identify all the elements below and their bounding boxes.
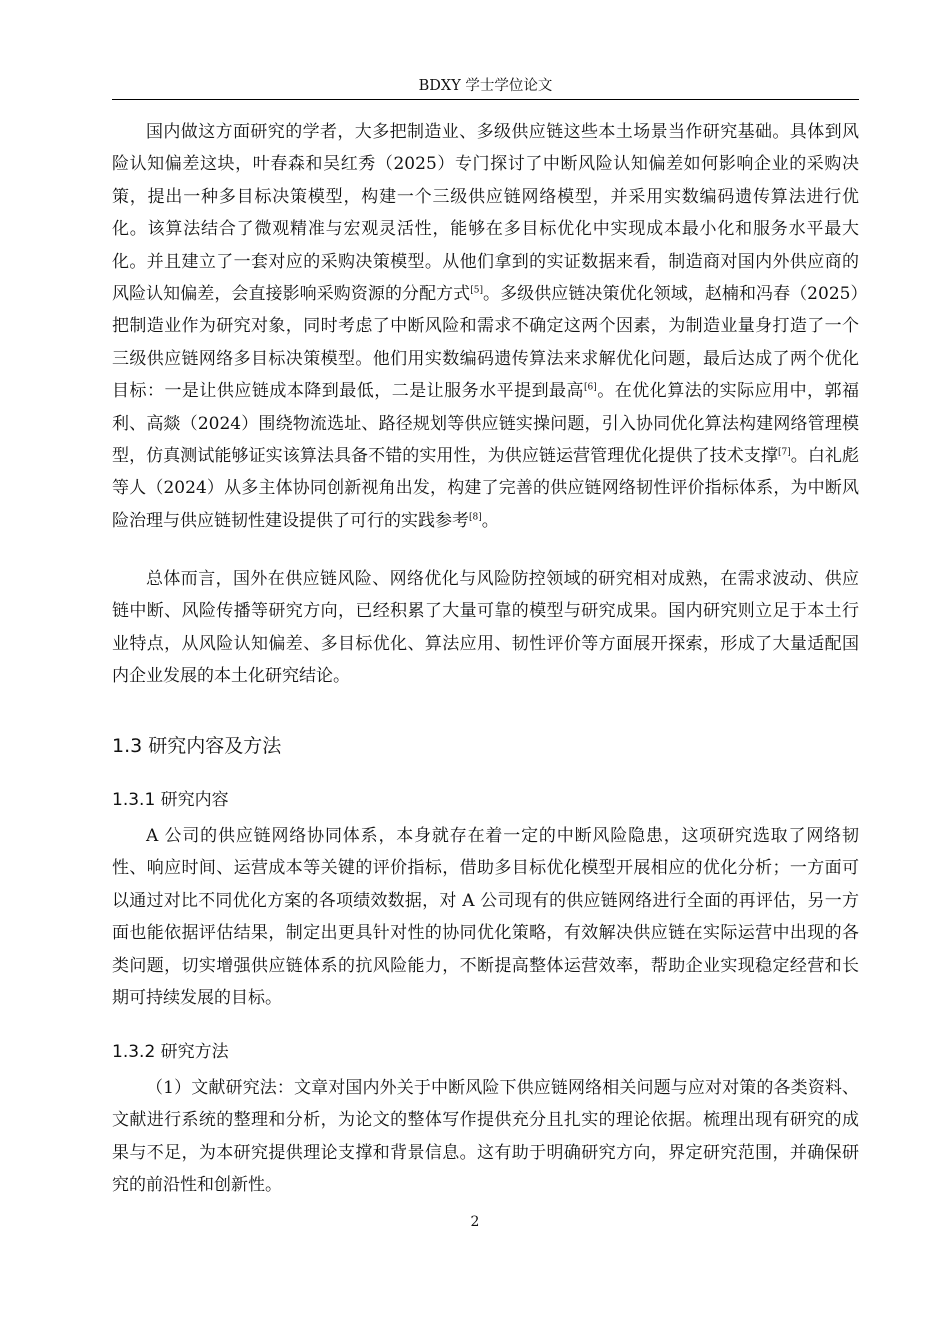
citation-ref: [6] (584, 382, 597, 393)
paragraph-research-method: （1）文献研究法：文章对国内外关于中断风险下供应链网络相关问题与应对对策的各类资料、文献进行系统的整理和分析，为论文的整体写作提供充分且扎实的理论依据。梳理出现有研究的成果与不足，为本研究提供理论支撑和背景信息。这有助于明确研究方向，界定研究范围，并确保研究的前沿性和创新性。 (112, 1078, 859, 1196)
header-rule (112, 99, 859, 100)
subsection-heading-1-3-1: 1.3.1 研究内容 (112, 790, 229, 810)
page-number: 2 (470, 1214, 480, 1230)
citation-ref: [8] (469, 512, 482, 523)
paragraph-text: 国内做这方面研究的学者，大多把制造业、多级供应链这些本土场景当作研究基础。具体到风险认知偏差这块，叶春森和吴红秀（2025）专门探讨了中断风险认知偏差如何影响企业的采购决策，提出一种多目标决策模型，构建一个三级供应链网络模型，并采用实数编码遗传算法进行优化。该算法结合了微观精准与宏观灵活性，能够在多目标优化中实现成本最小化和服务水平最大化。并且建立了一套对应的采购决策模型。从他们拿到的实证数据来看，制造商对国内外供应商的风险认知偏差，会直接影响采购资源的分配方式 (112, 122, 859, 305)
paragraph-text: 。在优化算法的实际应用中，郭福利、高燚（2024）围绕物流选址、路径规划等供应链实操问题，引入协同优化算法构建网络管理模型，仿真测试能够证实该算法具备不错的实用性，为供应链运营管理优化提供了技术支撑 (112, 381, 860, 467)
section-heading-1-3: 1.3 研究内容及方法 (112, 735, 282, 757)
paragraph-domestic-research (112, 116, 859, 537)
paragraph-text: 。 (481, 510, 499, 531)
paragraph-text: 。多级供应链决策优化领域，赵楠和冯春（2025）把制造业作为研究对象，同时考虑了中断风险和需求不确定这两个因素，为制造业量身打造了一个三级供应链网络多目标决策模型。他们用实数编码遗传算法来求解优化问题，最后达成了两个优化目标：一是让供应链成本降到最低，二是让服务水平提到最高 (112, 284, 860, 402)
citation-ref: [7] (777, 447, 791, 458)
subsection-heading-1-3-2: 1.3.2 研究方法 (112, 1042, 229, 1062)
paragraph-summary: 总体而言，国外在供应链风险、网络优化与风险防控领域的研究相对成熟，在需求波动、供应链中断、风险传播等研究方向，已经积累了大量可靠的模型与研究成果。国内研究则立足于本土行业特点，从风险认知偏差、多目标优化、算法应用、韧性评价等方面展开探索，形成了大量适配国内企业发展的本土化研究结论。 (112, 569, 859, 687)
running-header: BDXY 学士学位论文 (418, 78, 553, 94)
paragraph-text: 。白礼彪等人（2024）从多主体协同创新视角出发，构建了完善的供应链网络韧性评价指标体系，为中断风险治理与供应链韧性建设提供了可行的实践参考 (112, 446, 860, 531)
paragraph-research-content: A 公司的供应链网络协同体系，本身就存在着一定的中断风险隐患，这项研究选取了网络韧性、响应时间、运营成本等关键的评价指标，借助多目标优化模型开展相应的优化分析；一方面可以通过对比不同优化方案的各项绩效数据，对 A 公司现有的供应链网络进行全面的再评估，另一方面也能依据评估结果，制定出更具针对性的协同优化策略，有效解决供应链在实际运营中出现的各类问题，切实增强供应链体系的抗风险能力，不断提高整体运营效率，帮助企业实现稳定经营和长期可持续发展的目标。 (112, 826, 859, 1009)
citation-ref: [5] (470, 285, 483, 296)
